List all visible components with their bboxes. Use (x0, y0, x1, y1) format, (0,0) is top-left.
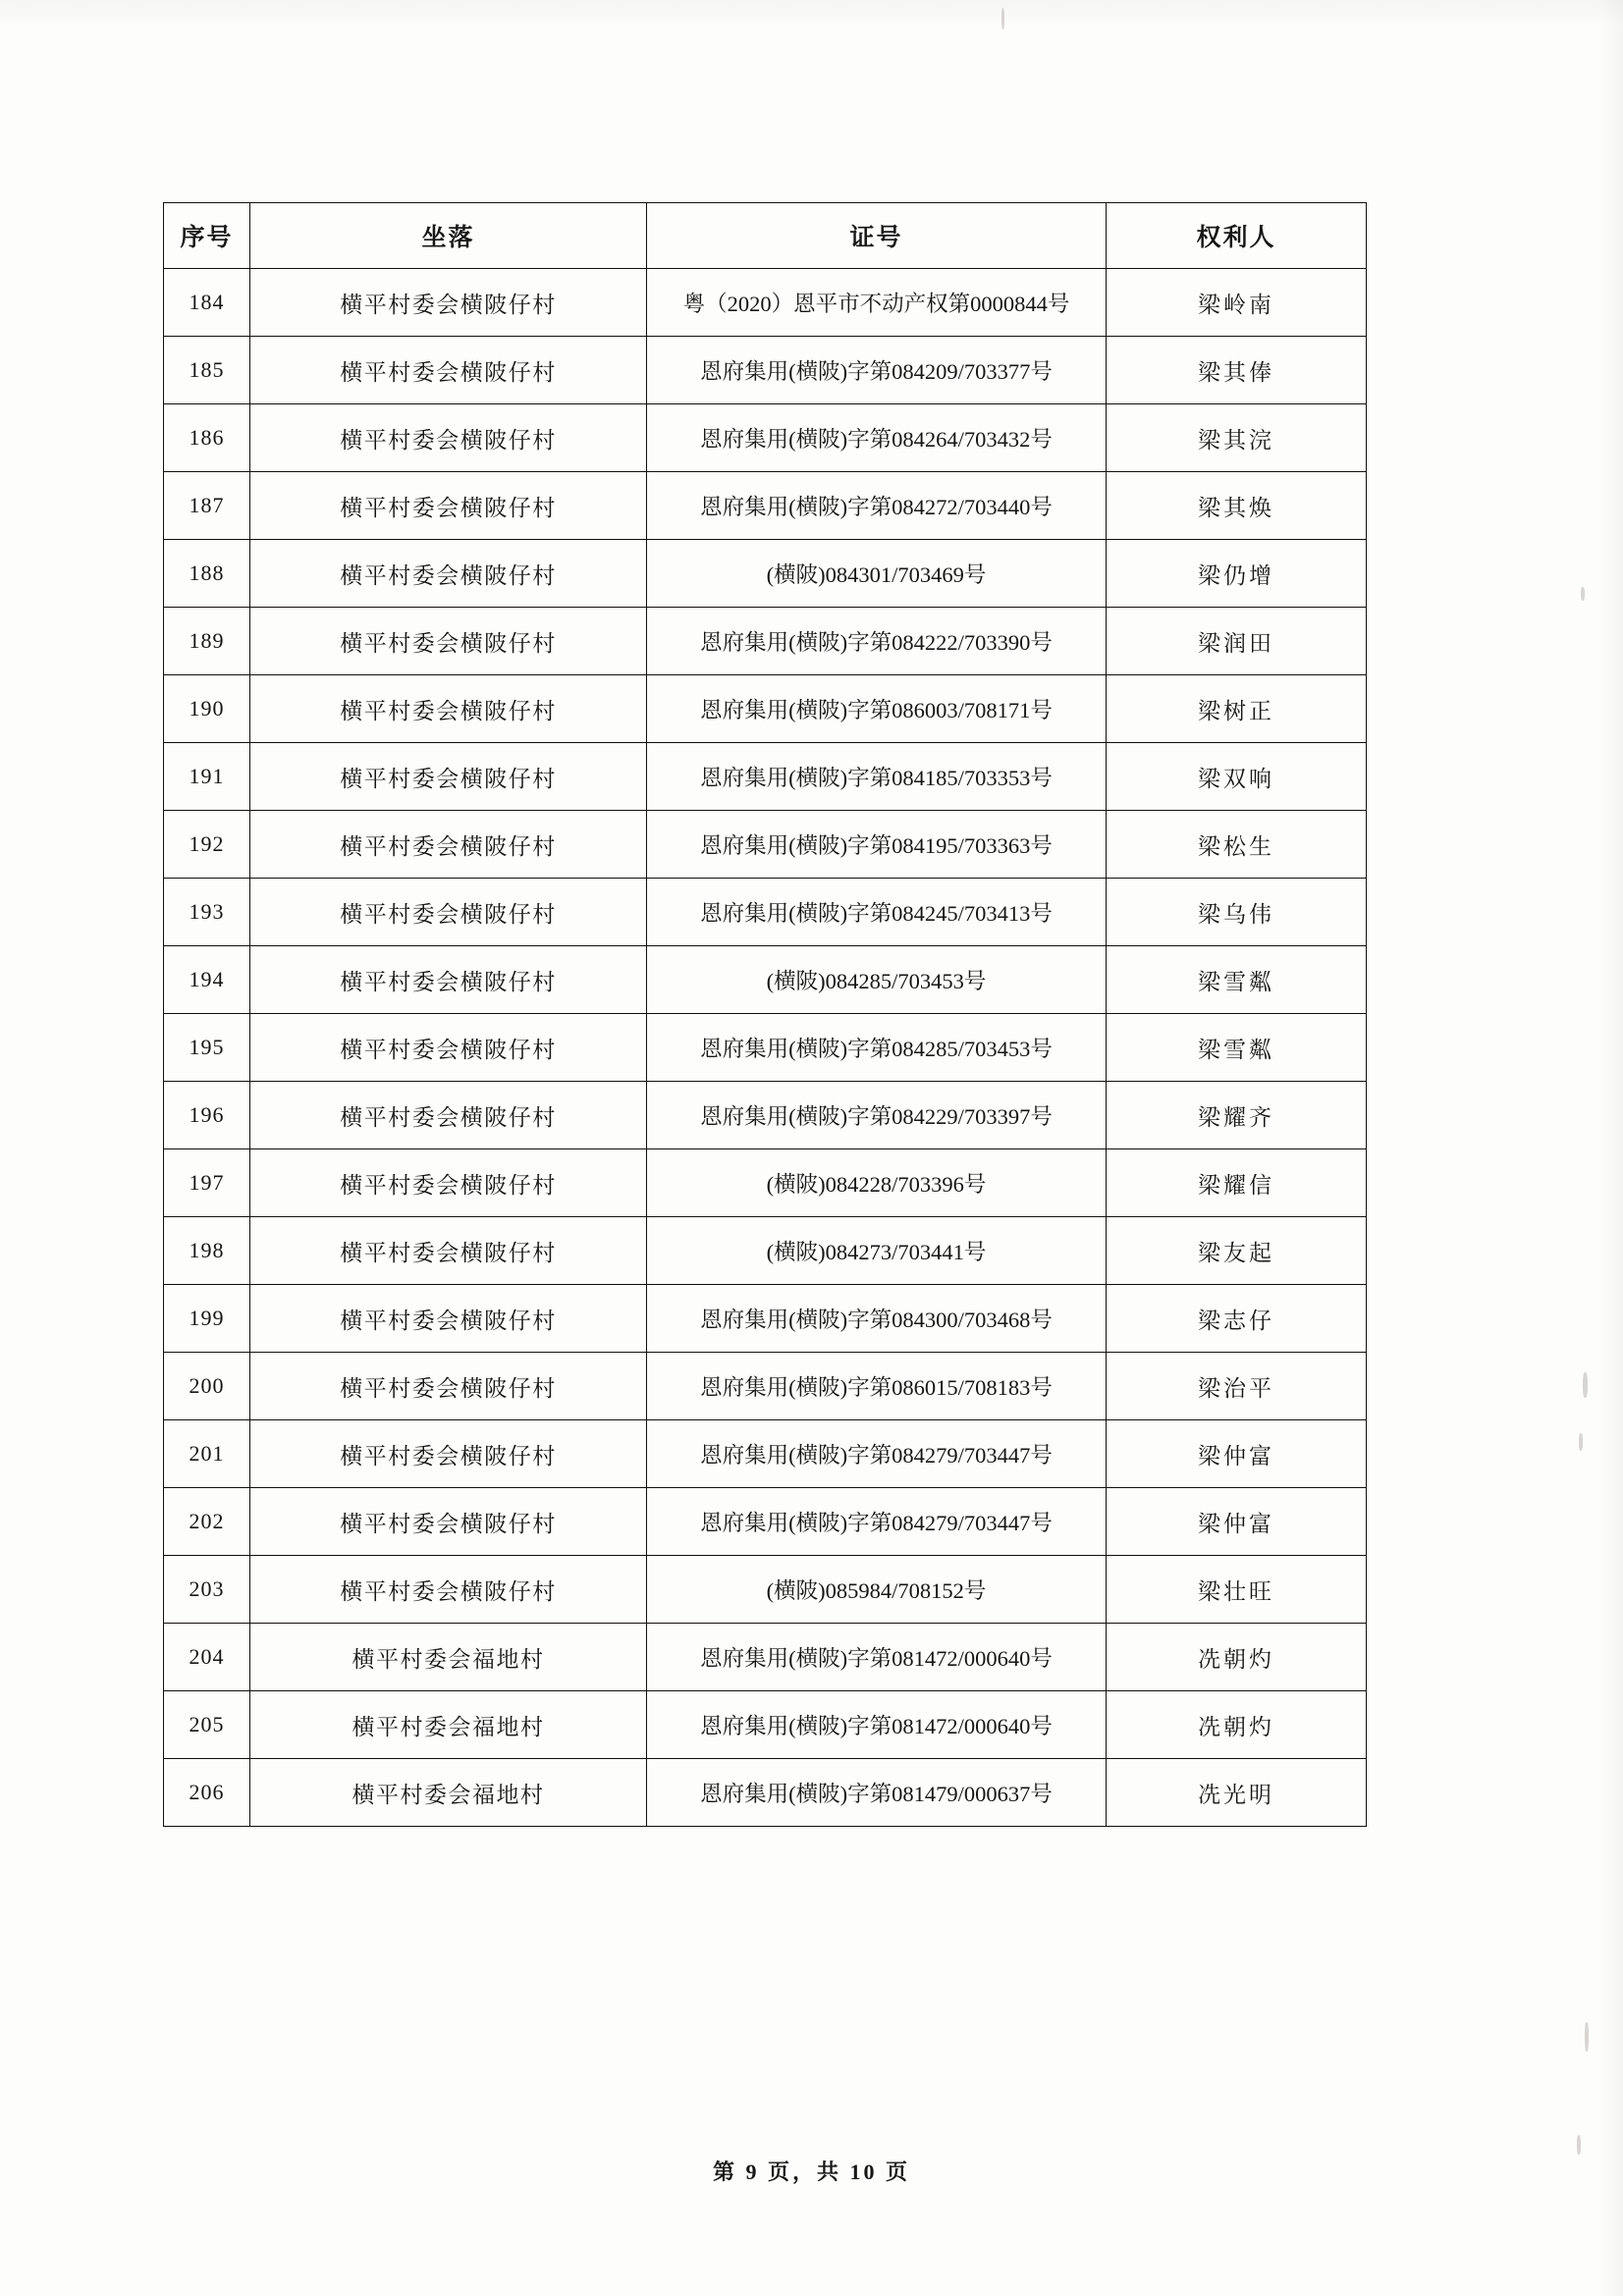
cell-location: 横平村委会横陂仔村 (250, 472, 647, 540)
cell-location: 横平村委会横陂仔村 (250, 811, 647, 879)
cell-seq: 189 (164, 608, 250, 675)
table-row (164, 1217, 1367, 1285)
cell-certificate: 恩府集用(横陂)字第086003/708171号 (647, 675, 1107, 743)
cell-location: 横平村委会横陂仔村 (250, 1285, 647, 1353)
table-row (164, 946, 1367, 1014)
cell-seq: 197 (164, 1149, 250, 1217)
cell-certificate: (横陂)084273/703441号 (647, 1217, 1107, 1285)
table-row (164, 337, 1367, 404)
cell-location: 横平村委会福地村 (250, 1759, 647, 1827)
scan-artifact-top-edge (0, 0, 1623, 26)
cell-location: 横平村委会横陂仔村 (250, 1353, 647, 1420)
cell-certificate: 恩府集用(横陂)字第081472/000640号 (647, 1624, 1107, 1691)
cell-certificate: 恩府集用(横陂)字第084279/703447号 (647, 1420, 1107, 1488)
cell-seq: 193 (164, 879, 250, 946)
table-row (164, 879, 1367, 946)
cell-owner: 梁壮旺 (1107, 1556, 1367, 1624)
cell-certificate: 恩府集用(横陂)字第084185/703353号 (647, 743, 1107, 811)
table-row (164, 1420, 1367, 1488)
cell-seq: 190 (164, 675, 250, 743)
cell-certificate: 恩府集用(横陂)字第084209/703377号 (647, 337, 1107, 404)
table-row (164, 540, 1367, 608)
cell-owner: 梁志仔 (1107, 1285, 1367, 1353)
cell-location: 横平村委会横陂仔村 (250, 743, 647, 811)
scan-speck (1001, 8, 1004, 29)
scan-speck (1577, 2135, 1581, 2155)
cell-owner: 梁仲富 (1107, 1420, 1367, 1488)
cell-certificate: 粤（2020）恩平市不动产权第0000844号 (647, 269, 1107, 337)
cell-seq: 188 (164, 540, 250, 608)
table-row (164, 1149, 1367, 1217)
column-header-certificate: 证号 (647, 203, 1107, 269)
table-row (164, 269, 1367, 337)
cell-seq: 198 (164, 1217, 250, 1285)
cell-location: 横平村委会横陂仔村 (250, 608, 647, 675)
cell-seq: 185 (164, 337, 250, 404)
cell-owner: 梁其浣 (1107, 404, 1367, 472)
cell-certificate: (横陂)085984/708152号 (647, 1556, 1107, 1624)
cell-owner: 梁岭南 (1107, 269, 1367, 337)
cell-certificate: 恩府集用(横陂)字第081479/000637号 (647, 1759, 1107, 1827)
cell-seq: 192 (164, 811, 250, 879)
table-row (164, 811, 1367, 879)
cell-owner: 梁松生 (1107, 811, 1367, 879)
table-row (164, 1691, 1367, 1759)
cell-certificate: (横陂)084301/703469号 (647, 540, 1107, 608)
cell-seq: 186 (164, 404, 250, 472)
cell-owner: 梁仍增 (1107, 540, 1367, 608)
cell-location: 横平村委会横陂仔村 (250, 675, 647, 743)
cell-seq: 194 (164, 946, 250, 1014)
registry-table-container (163, 202, 1366, 1827)
cell-seq: 195 (164, 1014, 250, 1082)
cell-seq: 200 (164, 1353, 250, 1420)
table-row (164, 1556, 1367, 1624)
cell-certificate: 恩府集用(横陂)字第084245/703413号 (647, 879, 1107, 946)
cell-certificate: 恩府集用(横陂)字第084285/703453号 (647, 1014, 1107, 1082)
cell-seq: 201 (164, 1420, 250, 1488)
cell-location: 横平村委会福地村 (250, 1691, 647, 1759)
cell-owner: 梁仲富 (1107, 1488, 1367, 1556)
cell-certificate: 恩府集用(横陂)字第084272/703440号 (647, 472, 1107, 540)
cell-owner: 梁其俸 (1107, 337, 1367, 404)
table-row (164, 1082, 1367, 1149)
cell-location: 横平村委会横陂仔村 (250, 540, 647, 608)
table-header-row (164, 203, 1367, 269)
cell-certificate: 恩府集用(横陂)字第084229/703397号 (647, 1082, 1107, 1149)
scan-speck (1579, 1433, 1583, 1451)
cell-certificate: 恩府集用(横陂)字第084279/703447号 (647, 1488, 1107, 1556)
cell-owner: 梁耀齐 (1107, 1082, 1367, 1149)
cell-location: 横平村委会福地村 (250, 1624, 647, 1691)
table-row (164, 608, 1367, 675)
cell-seq: 196 (164, 1082, 250, 1149)
cell-seq: 184 (164, 269, 250, 337)
cell-location: 横平村委会横陂仔村 (250, 1556, 647, 1624)
cell-location: 横平村委会横陂仔村 (250, 1420, 647, 1488)
cell-owner: 梁润田 (1107, 608, 1367, 675)
column-header-location: 坐落 (250, 203, 647, 269)
cell-location: 横平村委会横陂仔村 (250, 1217, 647, 1285)
registry-table (163, 202, 1367, 1827)
cell-owner: 冼光明 (1107, 1759, 1367, 1827)
table-row (164, 1353, 1367, 1420)
column-header-seq: 序号 (164, 203, 250, 269)
column-header-owner: 权利人 (1107, 203, 1367, 269)
page-footer: 第 9 页，共 10 页 (712, 2160, 910, 2184)
table-body (164, 269, 1367, 1827)
cell-certificate: 恩府集用(横陂)字第084264/703432号 (647, 404, 1107, 472)
cell-seq: 203 (164, 1556, 250, 1624)
table-row (164, 675, 1367, 743)
cell-owner: 梁耀信 (1107, 1149, 1367, 1217)
table-row (164, 743, 1367, 811)
cell-owner: 梁其焕 (1107, 472, 1367, 540)
cell-owner: 冼朝灼 (1107, 1624, 1367, 1691)
cell-location: 横平村委会横陂仔村 (250, 404, 647, 472)
cell-location: 横平村委会横陂仔村 (250, 946, 647, 1014)
scan-artifact-right-edge (1590, 0, 1623, 2296)
cell-seq: 205 (164, 1691, 250, 1759)
cell-owner: 梁乌伟 (1107, 879, 1367, 946)
cell-certificate: 恩府集用(横陂)字第084195/703363号 (647, 811, 1107, 879)
cell-seq: 202 (164, 1488, 250, 1556)
cell-certificate: 恩府集用(横陂)字第086015/708183号 (647, 1353, 1107, 1420)
cell-seq: 191 (164, 743, 250, 811)
cell-certificate: 恩府集用(横陂)字第084300/703468号 (647, 1285, 1107, 1353)
table-header (164, 203, 1367, 269)
cell-owner: 梁友起 (1107, 1217, 1367, 1285)
cell-certificate: (横陂)084285/703453号 (647, 946, 1107, 1014)
cell-owner: 梁治平 (1107, 1353, 1367, 1420)
table-row (164, 1624, 1367, 1691)
cell-location: 横平村委会横陂仔村 (250, 1082, 647, 1149)
scan-speck (1581, 587, 1585, 601)
table-row (164, 1488, 1367, 1556)
cell-location: 横平村委会横陂仔村 (250, 879, 647, 946)
scan-speck (1583, 1372, 1588, 1398)
cell-location: 横平村委会横陂仔村 (250, 1149, 647, 1217)
cell-seq: 199 (164, 1285, 250, 1353)
cell-owner: 梁雪粼 (1107, 1014, 1367, 1082)
cell-certificate: (横陂)084228/703396号 (647, 1149, 1107, 1217)
cell-location: 横平村委会横陂仔村 (250, 269, 647, 337)
scan-speck (1585, 2022, 1589, 2052)
table-row (164, 1285, 1367, 1353)
table-row (164, 472, 1367, 540)
cell-owner: 梁雪粼 (1107, 946, 1367, 1014)
cell-seq: 206 (164, 1759, 250, 1827)
table-row (164, 404, 1367, 472)
cell-owner: 梁树正 (1107, 675, 1367, 743)
cell-owner: 冼朝灼 (1107, 1691, 1367, 1759)
cell-location: 横平村委会横陂仔村 (250, 337, 647, 404)
cell-seq: 187 (164, 472, 250, 540)
table-row (164, 1014, 1367, 1082)
cell-certificate: 恩府集用(横陂)字第084222/703390号 (647, 608, 1107, 675)
cell-location: 横平村委会横陂仔村 (250, 1488, 647, 1556)
cell-owner: 梁双响 (1107, 743, 1367, 811)
cell-location: 横平村委会横陂仔村 (250, 1014, 647, 1082)
cell-certificate: 恩府集用(横陂)字第081472/000640号 (647, 1691, 1107, 1759)
table-row (164, 1759, 1367, 1827)
cell-seq: 204 (164, 1624, 250, 1691)
